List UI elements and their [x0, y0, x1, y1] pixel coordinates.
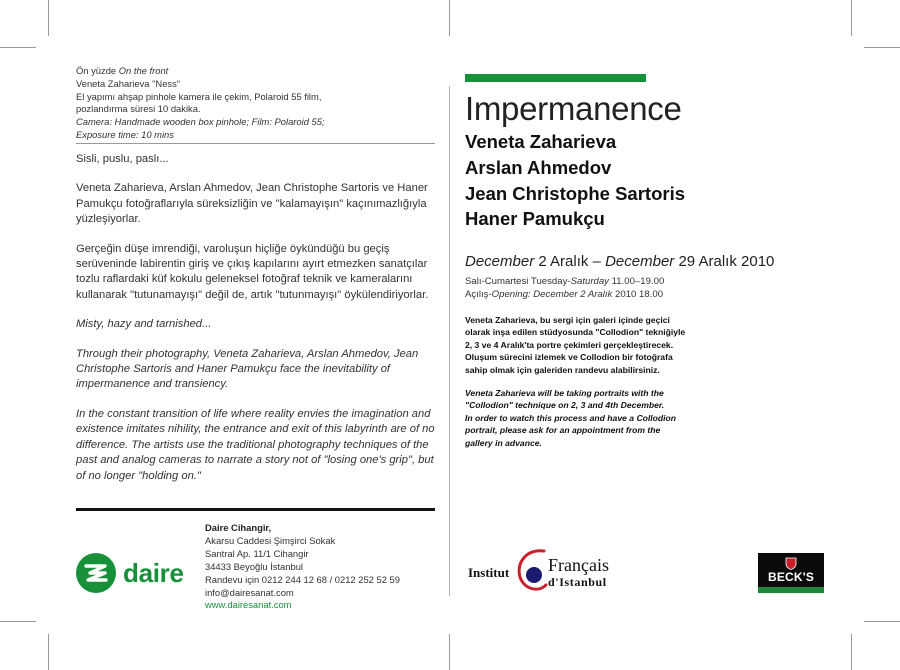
institut-francais-logo: Institut Français d'Istanbul	[468, 545, 628, 595]
address-line: 34433 Beyoğlu İstanbul	[205, 560, 303, 572]
becks-crest-icon	[784, 557, 798, 570]
credit-line: Ön yüzde On the front	[76, 65, 169, 76]
daire-logo-text: daire	[123, 557, 184, 588]
crop-mark	[864, 621, 900, 622]
credit-line: pozlandırma süresi 10 dakika.	[76, 103, 201, 115]
email-link[interactable]: info@dairesanat.com	[205, 586, 294, 598]
credit-line: Camera: Handmade wooden box pinhole; Film: Polaroid 55;	[76, 116, 325, 128]
photo-credit	[76, 65, 436, 142]
crop-mark	[48, 634, 49, 670]
exhibition-dates: December 2 Aralık – December 29 Aralık 2010	[465, 253, 775, 270]
phone-line: Randevu için 0212 244 12 68 / 0212 252 52 59	[205, 573, 400, 585]
body-text	[76, 152, 438, 498]
crop-mark	[0, 47, 36, 48]
crop-mark	[48, 0, 49, 36]
artist-name: Haner Pamukçu	[465, 208, 605, 230]
crop-mark	[864, 47, 900, 48]
address-line: Santral Ap. 11/1 Cihangir	[205, 547, 309, 559]
institut-emblem-icon	[514, 547, 550, 593]
paragraph: Misty, hazy and tarnished...	[76, 318, 212, 331]
opening-line: Açılış-Opening: December 2 Aralık 2010 18.00	[465, 288, 664, 300]
paragraph: In the constant transition of life where reality envies the imagination and existence imitates nihility, the entrance and exit of this labyrinth are of no difference. The artists use the traditional photography techniques of the past and analog cameras to narrate a story not of "losing one's grip", but of no longer "holding on."	[76, 407, 435, 482]
becks-stripe	[758, 587, 824, 593]
portrait-note-en: Veneta Zaharieva will be taking portraits with the "Collodion" technique on 2, 3 and 4th December. In order to watch this process and have a Collodion portrait, please ask for an appointment from the gallery in advance.	[465, 388, 677, 448]
daire-logo	[76, 553, 184, 593]
credit-line: Veneta Zaharieva "Ness"	[76, 77, 181, 89]
artist-list	[465, 129, 685, 232]
paragraph: Veneta Zaharieva, Arslan Ahmedov, Jean Christophe Sartoris ve Haner Pamukçu fotoğraflarıyla süreksizliğin ve "kalamayışın" kaçınımazlığıyla yüzleşiyorlar.	[76, 182, 428, 226]
credit-line: Exposure time: 10 mins	[76, 128, 174, 140]
accent-bar	[465, 74, 646, 82]
crop-mark	[851, 634, 852, 670]
address-line: Akarsu Caddesi Şimşirci Sokak	[205, 534, 336, 546]
credit-line: El yapımı ahşap pinhole kamera ile çekim, Polaroid 55 film,	[76, 90, 322, 102]
artist-name: Arslan Ahmedov	[465, 156, 612, 178]
crop-mark	[449, 0, 450, 36]
paragraph: Gerçeğin düşe imrendiği, varoluşun hiçliğe öykündüğü bu geçiş serüveninde labirentin giriş ve çıkış kapılarını ayırt etmezken sanatçılar tozlu raflardaki küf kokulu geleneksel fotoğraf teknik ve kameralarını kullanarak "tutunamayışı" değil de, artık "tutunmayışı" öykülendiriyorlar.	[76, 242, 429, 301]
fold-line	[449, 86, 450, 596]
gallery-name: Daire Cihangir,	[205, 522, 272, 533]
website-link[interactable]: www.dairesanat.com	[205, 599, 292, 611]
opening-hours	[465, 276, 664, 301]
divider	[76, 508, 435, 511]
crop-mark	[851, 0, 852, 36]
gallery-address	[205, 522, 400, 612]
hours-line: Salı-Cumartesi Tuesday-Saturday 11.00–19.00	[465, 276, 665, 287]
artist-name: Veneta Zaharieva	[465, 131, 617, 152]
paragraph: Sisli, puslu, paslı...	[76, 153, 169, 165]
exhibition-title: Impermanence	[465, 90, 682, 127]
crop-mark	[0, 621, 36, 622]
crop-mark	[449, 634, 450, 670]
artist-name: Jean Christophe Sartoris	[465, 182, 686, 204]
portrait-note-tr: Veneta Zaharieva, bu sergi için galeri içinde geçici olarak inşa edilen stüdyosunda "Collodion" tekniğiyle 2, 3 ve 4 Aralık'ta portre çekimleri gerçekleştirecek. Oluşum sürecini izlemek ve Collodion bir fotoğrafa sahip olmak için galeriden randevu alabilirsiniz.	[465, 315, 686, 375]
divider	[76, 143, 435, 144]
paragraph: Through their photography, Veneta Zaharieva, Arslan Ahmedov, Jean Christophe Sartoris and Haner Pamukçu face the inevitability of impermanence and transiency.	[76, 347, 419, 391]
daire-logo-icon	[76, 553, 116, 593]
becks-logo: BECK'S	[758, 553, 824, 593]
